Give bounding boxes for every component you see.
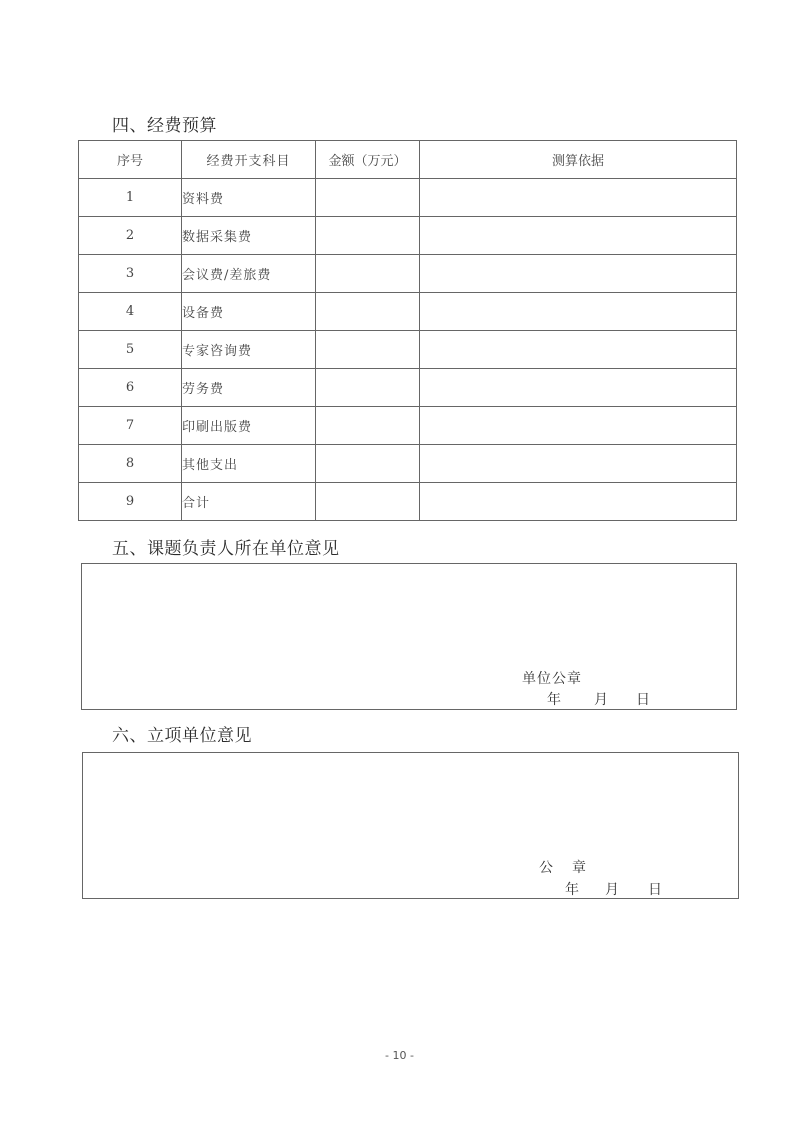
unit-opinion-box[interactable] (81, 563, 737, 710)
row-basis-cell[interactable] (420, 369, 737, 407)
row-basis-cell[interactable] (420, 179, 737, 217)
row-seq: 6 (79, 369, 182, 407)
table-row (79, 483, 737, 521)
row-amount-cell[interactable] (316, 369, 420, 407)
row-item: 资料费 (182, 179, 316, 217)
budget-section-heading: 四、经费预算 (112, 116, 217, 136)
table-header-row (79, 141, 737, 179)
date-day-label: 日 (648, 882, 662, 898)
row-seq: 9 (79, 483, 182, 521)
header-amount: 金额（万元） (316, 141, 420, 179)
row-amount-cell[interactable] (316, 445, 420, 483)
project-seal-label (539, 857, 587, 877)
row-basis-cell[interactable] (420, 483, 737, 521)
row-seq: 2 (79, 217, 182, 255)
header-seq: 序号 (79, 141, 182, 179)
row-seq: 3 (79, 255, 182, 293)
row-seq: 5 (79, 331, 182, 369)
table-row (79, 179, 737, 217)
row-item: 设备费 (182, 293, 316, 331)
date-month-label: 月 (594, 692, 608, 708)
table-row (79, 331, 737, 369)
row-item: 劳务费 (182, 369, 316, 407)
row-amount-cell[interactable] (316, 179, 420, 217)
row-amount-cell[interactable] (316, 331, 420, 369)
row-seq: 8 (79, 445, 182, 483)
row-item: 印刷出版费 (182, 407, 316, 445)
row-item: 合计 (182, 483, 316, 521)
row-basis-cell[interactable] (420, 445, 737, 483)
header-basis: 测算依据 (420, 141, 737, 179)
row-basis-cell[interactable] (420, 255, 737, 293)
row-amount-cell[interactable] (316, 407, 420, 445)
row-amount-cell[interactable] (316, 255, 420, 293)
table-row (79, 293, 737, 331)
row-item: 数据采集费 (182, 217, 316, 255)
row-seq: 7 (79, 407, 182, 445)
row-basis-cell[interactable] (420, 293, 737, 331)
row-item: 会议费/差旅费 (182, 255, 316, 293)
table-row (79, 445, 737, 483)
budget-table (78, 140, 737, 521)
row-basis-cell[interactable] (420, 407, 737, 445)
date-year-label: 年 (565, 882, 579, 898)
row-amount-cell[interactable] (316, 293, 420, 331)
page-number: - 10 - (385, 1049, 414, 1062)
row-basis-cell[interactable] (420, 217, 737, 255)
table-row (79, 255, 737, 293)
unit-opinion-heading: 五、课题负责人所在单位意见 (112, 539, 340, 559)
date-year-label: 年 (547, 692, 561, 708)
row-item: 其他支出 (182, 445, 316, 483)
table-row (79, 407, 737, 445)
row-amount-cell[interactable] (316, 483, 420, 521)
seal-char-2: 章 (572, 860, 587, 876)
unit-seal-label: 单位公章 (522, 671, 582, 687)
project-opinion-heading: 六、立项单位意见 (112, 726, 252, 746)
row-item: 专家咨询费 (182, 331, 316, 369)
header-expense-item: 经费开支科目 (182, 141, 316, 179)
date-month-label: 月 (605, 882, 619, 898)
row-basis-cell[interactable] (420, 331, 737, 369)
table-row (79, 369, 737, 407)
project-opinion-box[interactable] (82, 752, 739, 899)
row-amount-cell[interactable] (316, 217, 420, 255)
seal-char-1: 公 (539, 860, 554, 876)
table-row (79, 217, 737, 255)
date-day-label: 日 (636, 692, 650, 708)
row-seq: 1 (79, 179, 182, 217)
row-seq: 4 (79, 293, 182, 331)
